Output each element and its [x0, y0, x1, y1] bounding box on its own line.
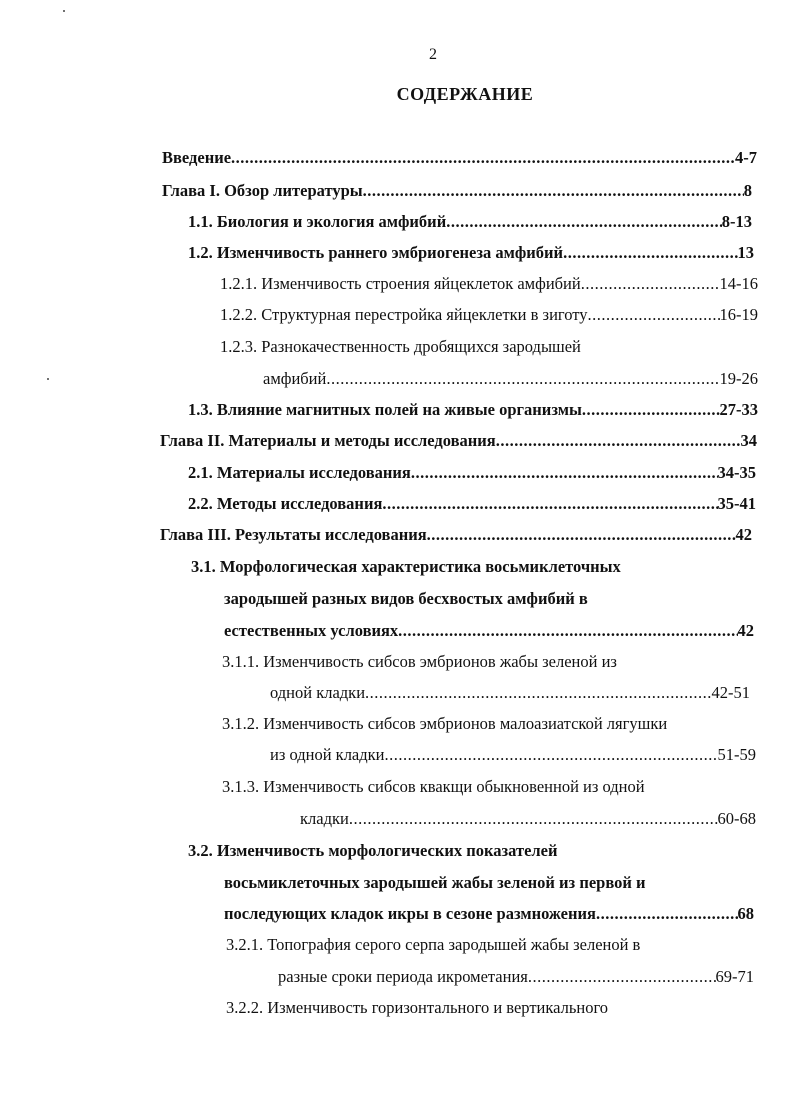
toc-entry-pages: 8 — [743, 181, 752, 200]
toc-entry-pages: 19-26 — [719, 369, 758, 388]
toc-leader-dots — [582, 399, 720, 421]
toc-entry-chapter-3 — [160, 524, 752, 546]
toc-entry-subsection-3-2-2-line1: 3.2.2. Изменчивость горизонтального и вертикального — [226, 998, 609, 1017]
toc-entry-section-3-2 — [224, 903, 754, 925]
toc-entry-section-1-2 — [188, 242, 754, 264]
toc-entry-title: кладки — [300, 809, 349, 828]
scan-speck — [63, 10, 65, 12]
toc-entry-chapter-1 — [162, 180, 752, 202]
toc-entry-subsection-1-2-1 — [220, 273, 758, 295]
toc-entry-subsection-3-1-1 — [270, 682, 750, 704]
toc-leader-dots — [382, 493, 717, 515]
toc-entry-title: Введение — [162, 148, 232, 167]
toc-entry-subsection-3-1-3 — [300, 808, 756, 830]
toc-entry-subsection-3-1-3-line1: 3.1.3. Изменчивость сибсов квакщи обыкновенной из одной — [222, 777, 645, 796]
toc-entry-introduction — [162, 147, 757, 169]
toc-entry-title: одной кладки — [270, 683, 366, 702]
toc-entry-section-3-1-line1: 3.1. Морфологическая характеристика восьмиклеточных — [191, 557, 621, 576]
toc-entry-pages: 14-16 — [719, 274, 758, 293]
toc-entry-title: Глава III. Результаты исследования — [160, 525, 427, 544]
toc-leader-dots — [446, 211, 722, 233]
toc-entry-title: амфибий — [263, 369, 327, 388]
scan-speck — [47, 378, 49, 380]
toc-entry-title: Глава II. Материалы и методы исследования — [160, 431, 496, 450]
toc-entry-subsection-3-1-2 — [270, 744, 756, 766]
toc-entry-section-1-1 — [188, 211, 752, 233]
toc-entry-pages: 4-7 — [735, 148, 757, 167]
toc-leader-dots — [563, 242, 737, 264]
toc-entry-section-3-1 — [224, 620, 754, 642]
toc-entry-pages: 27-33 — [719, 400, 758, 419]
page-number: 2 — [429, 46, 437, 63]
toc-entry-section-2-1 — [188, 462, 756, 484]
toc-leader-dots — [349, 808, 718, 830]
toc-entry-title: естественных условиях — [224, 621, 399, 640]
toc-leader-dots — [411, 462, 718, 484]
toc-entry-subsection-3-2-1-line1: 3.2.1. Топография серого серпа зародышей жабы зеленой в — [226, 935, 641, 954]
toc-entry-pages: 16-19 — [719, 305, 758, 324]
toc-entry-title: разные сроки периода икрометания — [278, 967, 528, 986]
toc-entry-title: 1.3. Влияние магнитных полей на живые организмы — [188, 400, 582, 419]
toc-entry-title: 1.2.2. Структурная перестройка яйцеклетки в зиготу — [220, 305, 588, 324]
page-title: СОДЕРЖАНИЕ — [396, 84, 534, 104]
toc-entry-pages: 13 — [737, 243, 754, 262]
toc-leader-dots — [398, 620, 737, 642]
toc-entry-section-1-3 — [188, 399, 758, 421]
toc-leader-dots — [231, 147, 735, 169]
toc-entry-subsection-1-2-2 — [220, 304, 758, 326]
toc-entry-title: последующих кладок икры в сезоне размножения — [224, 904, 596, 923]
toc-entry-pages: 68 — [737, 904, 754, 923]
toc-entry-subsection-1-2-3 — [263, 368, 758, 390]
toc-entry-pages: 8-13 — [721, 212, 752, 231]
toc-entry-pages: 42 — [737, 621, 754, 640]
toc-leader-dots — [528, 966, 716, 988]
toc-entry-pages: 69-71 — [715, 967, 754, 986]
toc-entry-subsection-3-1-1-line1: 3.1.1. Изменчивость сибсов эмбрионов жабы зеленой из — [222, 652, 617, 671]
toc-entry-title: из одной кладки — [270, 745, 385, 764]
toc-leader-dots — [363, 180, 744, 202]
toc-entry-title: 1.2.1. Изменчивость строения яйцеклеток амфибий — [220, 274, 581, 293]
toc-entry-section-3-2-line2: восьмиклеточных зародышей жабы зеленой из первой и — [224, 873, 646, 892]
toc-leader-dots — [326, 368, 719, 390]
toc-entry-section-3-2-line1: 3.2. Изменчивость морфологических показателей — [188, 841, 558, 860]
toc-entry-pages: 42-51 — [711, 683, 750, 702]
toc-entry-title: Глава I. Обзор литературы — [162, 181, 363, 200]
toc-leader-dots — [581, 273, 720, 295]
toc-leader-dots — [588, 304, 720, 326]
toc-entry-pages: 42 — [735, 525, 752, 544]
toc-entry-pages: 34-35 — [717, 463, 756, 482]
toc-entry-pages: 35-41 — [717, 494, 756, 513]
toc-entry-section-2-2 — [188, 493, 756, 515]
toc-leader-dots — [496, 430, 741, 452]
toc-entry-pages: 60-68 — [717, 809, 756, 828]
toc-entry-section-3-1-line2: зародышей разных видов бесхвостых амфибий в — [224, 589, 588, 608]
toc-entry-chapter-2 — [160, 430, 757, 452]
toc-entry-subsection-3-2-1 — [278, 966, 754, 988]
toc-entry-title: 2.2. Методы исследования — [188, 494, 383, 513]
toc-entry-title: 1.1. Биология и экология амфибий — [188, 212, 447, 231]
toc-leader-dots — [385, 744, 718, 766]
toc-entry-pages: 51-59 — [717, 745, 756, 764]
toc-leader-dots — [596, 903, 738, 925]
toc-entry-pages: 34 — [740, 431, 757, 450]
toc-entry-title: 2.1. Материалы исследования — [188, 463, 411, 482]
toc-leader-dots — [427, 524, 736, 546]
toc-entry-subsection-3-1-2-line1: 3.1.2. Изменчивость сибсов эмбрионов малоазиатской лягушки — [222, 714, 668, 733]
toc-entry-title: 1.2. Изменчивость раннего эмбриогенеза амфибий — [188, 243, 564, 262]
toc-leader-dots — [365, 682, 711, 704]
toc-entry-subsection-1-2-3-line1: 1.2.3. Разнокачественность дробящихся зародышей — [220, 337, 581, 356]
